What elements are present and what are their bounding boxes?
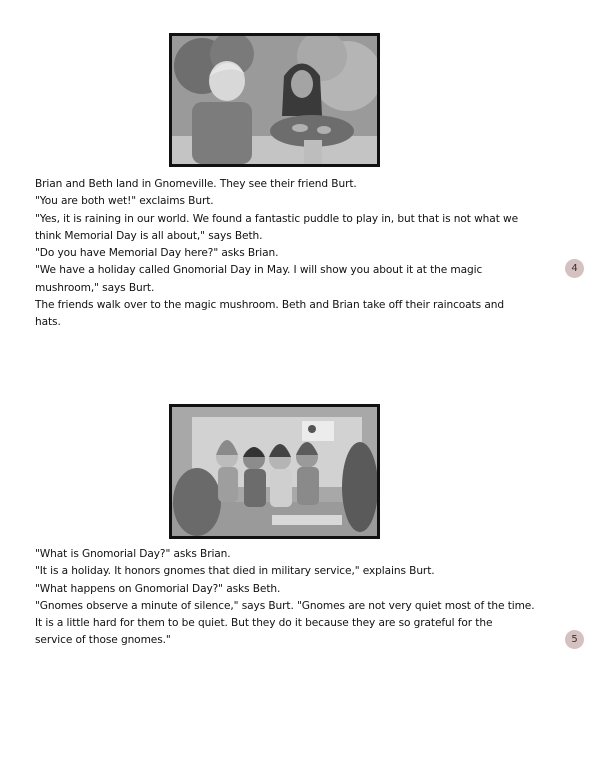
story-line: "We have a holiday called Gnomorial Day in May. I will show you about it at the magic bbox=[35, 264, 483, 277]
story-line: "Gnomes observe a minute of silence," says Burt. "Gnomes are not very quiet most of the time. bbox=[35, 599, 535, 612]
story-line: "Do you have Memorial Day here?" asks Brian. bbox=[35, 247, 279, 260]
page-4-text bbox=[35, 176, 570, 332]
story-line: The friends walk over to the magic mushroom. Beth and Brian take off their raincoats and bbox=[35, 299, 504, 312]
illustration-brian-beth-mushroom bbox=[169, 33, 380, 167]
story-line: "You are both wet!" exclaims Burt. bbox=[35, 195, 214, 208]
story-line: "What happens on Gnomorial Day?" asks Beth. bbox=[35, 582, 281, 595]
story-line: hats. bbox=[35, 316, 61, 329]
story-line: think Memorial Day is all about," says Beth. bbox=[35, 229, 263, 242]
page-5-text bbox=[35, 546, 570, 650]
illustration-gnomes-silence bbox=[169, 404, 380, 539]
page-number-badge: 5 bbox=[565, 630, 584, 649]
story-line: "It is a holiday. It honors gnomes that died in military service," explains Burt. bbox=[35, 565, 435, 578]
page-number-badge: 4 bbox=[565, 259, 584, 278]
story-line: mushroom," says Burt. bbox=[35, 281, 155, 294]
story-line: "What is Gnomorial Day?" asks Brian. bbox=[35, 548, 231, 560]
story-line: service of those gnomes." bbox=[35, 634, 171, 647]
story-line: It is a little hard for them to be quiet. But they do it because they are so grateful for the bbox=[35, 617, 493, 630]
story-line: Brian and Beth land in Gnomeville. They see their friend Burt. bbox=[35, 178, 357, 190]
story-line: "Yes, it is raining in our world. We found a fantastic puddle to play in, but that is not what we bbox=[35, 212, 518, 225]
